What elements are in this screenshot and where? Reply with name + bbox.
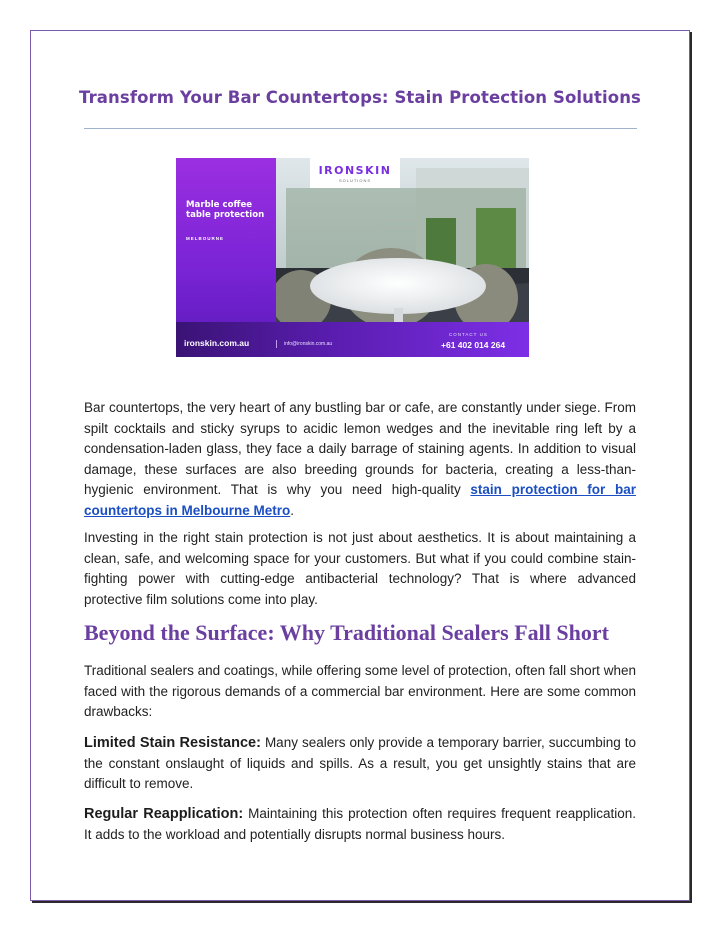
hero-contact-label: CONTACT US [449,332,488,337]
title-divider [84,128,637,129]
drawback-reapplication [84,804,636,845]
sealers-paragraph: Traditional sealers and coatings, while offering some level of protection, often fall short when faced with the rigorous demands of a commercial bar environment. Here are some common drawbacks: [84,663,636,719]
drawback-text: Many sealers only provide a temporary barrier, succumbing to the constant onslaught of liquids and spills. As a result, you get unsightly stains that are difficult to remove. [84,735,637,791]
drawback-title: Limited Stain Resistance: [84,735,261,751]
hero-email: info@ironskin.com.au [276,340,332,348]
hero-location: MELBOURNE [186,236,224,241]
hero-headline: Marble coffee table protection [186,200,265,220]
document-title: Transform Your Bar Countertops: Stain Protection Solutions [79,88,641,107]
section-heading: Beyond the Surface: Why Traditional Sealers Fall Short [84,620,609,645]
intro-end: . [290,502,295,518]
hero-banner-image [176,158,529,357]
logo-subtext: SOLUTIONS [338,177,372,183]
intro-text: Bar countertops, the very heart of any bustling bar or cafe, are constantly under siege. From spilt cocktails and sticky syrups to acidic lemon wedges and the inevitable ring left by a condensation-laden glass, they face a daily barrage of staining agents. In addition to visual damage, these surfaces are also breeding grounds for bacteria, creating a less-than-hygienic environment. That is why you need high-quality [84,400,636,497]
drawback-limited-stain [84,733,636,795]
logo-wordmark: IRONSKIN [318,163,392,177]
investing-paragraph: Investing in the right stain protection is not just about aesthetics. It is about maintaining a clean, safe, and welcoming space for your customers. But what if you could combine stain-fighting power with cutting-edge antibacterial technology? That is where advanced protective film solutions come into play. [84,530,636,607]
hero-phone: +61 402 014 264 [441,340,506,350]
ironskin-logo [310,158,400,188]
drawback-text: Maintaining this protection often requires frequent reapplication. It adds to the workload and potentially disrupts normal business hours. [84,806,636,842]
hero-website: ironskin.com.au [184,338,250,348]
intro-paragraph [84,398,636,521]
drawback-title: Regular Reapplication: [84,806,244,822]
stain-protection-link[interactable]: stain protection for bar countertops in Melbourne Metro [84,482,636,518]
